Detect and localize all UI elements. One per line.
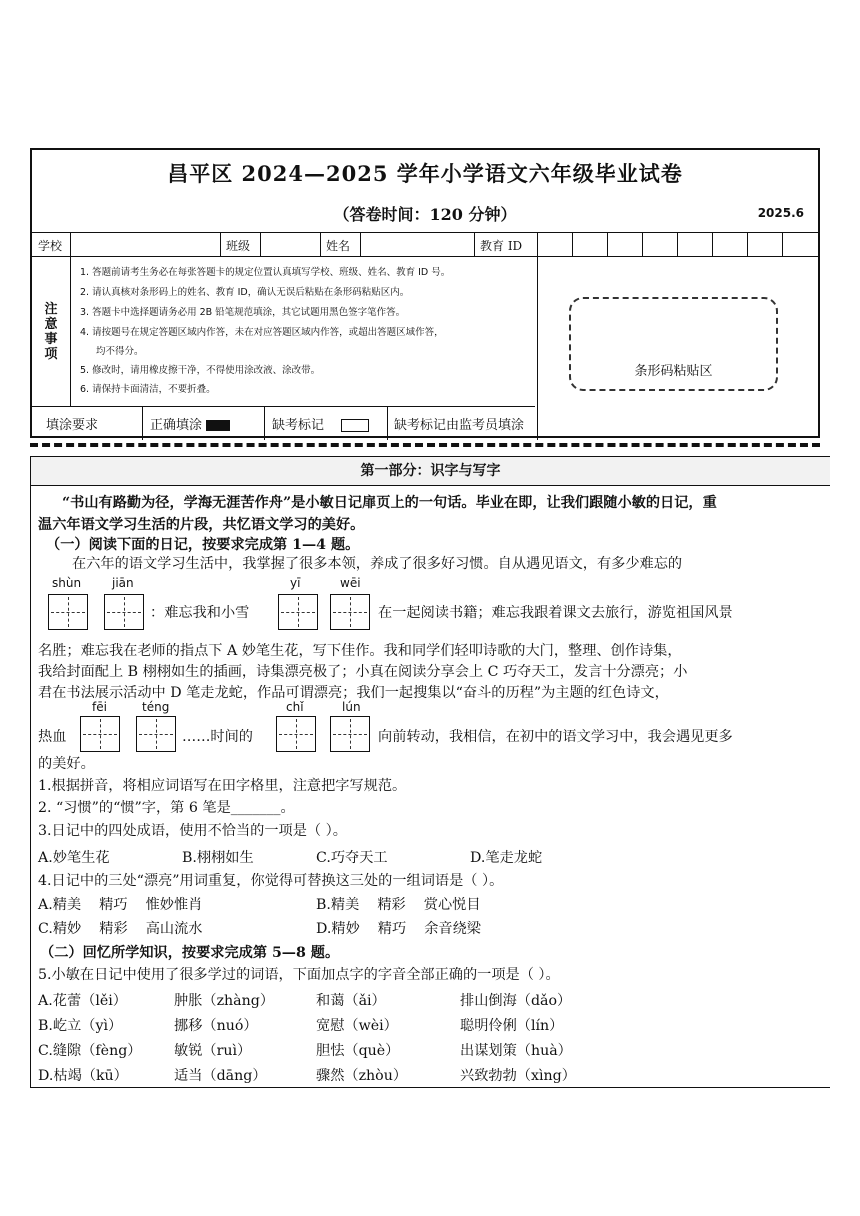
q3-option[interactable]: A.妙笔生花 [38, 850, 110, 866]
absent-note: 缺考标记由监考员填涂 [394, 418, 525, 433]
q5-option-word[interactable]: C.缝隙（fèng） [38, 1043, 142, 1059]
name-label: 姓名 [326, 239, 351, 253]
exam-title: 昌平区 2024—2025 学年小学语文六年级毕业试卷 [167, 161, 683, 186]
q5-option-word: 肿胀（zhàng） [174, 993, 275, 1009]
notice-item: 6. 请保持卡面清洁，不要折叠。 [80, 384, 216, 395]
q5-option-word: 适当（dāng） [174, 1068, 267, 1084]
diary-line: 在一起阅读书籍；难忘我跟着课文去旅行，游览祖国风景 [378, 605, 733, 621]
q4-option[interactable]: A.精美 精巧 惟妙惟肖 [38, 897, 203, 913]
q3-option[interactable]: C.巧夺天工 [316, 850, 388, 866]
section-heading: （一）阅读下面的日记，按要求完成第 1—4 题。 [46, 537, 360, 553]
tianzige-box[interactable] [330, 716, 370, 752]
q4-option[interactable]: B.精美 精彩 赏心悦目 [316, 897, 481, 913]
notice-item: 5. 修改时，请用橡皮擦干净，不得使用涂改液、涂改带。 [80, 365, 321, 376]
notice-item: 均不得分。 [96, 346, 144, 357]
q5-option-word: 宽慰（wèi） [316, 1018, 398, 1034]
pinyin-label: chǐ [286, 700, 304, 714]
diary-line: 君在书法展示活动中 D 笔走龙蛇，作品可谓漂亮；我们一起搜集以“奋斗的历程”为主题的红色诗文， [38, 685, 669, 701]
notice-item: 1. 答题前请考生务必在每张答题卡的规定位置认真填写学校、班级、姓名、教育 ID 号。 [80, 267, 451, 278]
tianzige-box[interactable] [278, 594, 318, 630]
q5-option-word: 挪移（nuó） [174, 1018, 258, 1034]
pinyin-label: fēi [92, 700, 107, 714]
pinyin-label: jiān [112, 576, 134, 590]
part-one-heading: 第一部分：识字与写字 [31, 457, 830, 486]
diary-line: 名胜；难忘我在老师的指点下 A 妙笔生花，写下佳作。我和同学们轻叩诗歌的大门，整理、创作诗集， [38, 643, 682, 659]
intro-line: 温六年语文学习生活的片段，共忆语文学习的美好。 [38, 517, 365, 533]
diary-line: 的美好。 [38, 756, 95, 772]
correct-fill-label: 正确填涂 [150, 414, 230, 433]
q5-option-word: 出谋划策（huà） [460, 1043, 572, 1059]
question-4: 4.日记中的三处“漂亮”用词重复，你觉得可替换这三处的一组词语是（ ）。 [38, 873, 504, 889]
barcode-label: 条形码粘贴区 [634, 364, 713, 379]
exam-date: 2025.6 [757, 206, 804, 220]
diary-line: ……时间的 [182, 729, 253, 745]
pinyin-label: yī [290, 576, 301, 590]
q5-option-word: 排山倒海（dǎo） [460, 993, 572, 1009]
pinyin-label: wēi [340, 576, 361, 590]
edu-id-label: 教育 ID [480, 239, 523, 253]
notice-item: 4. 请按题号在规定答题区域内作答，未在对应答题区域内作答，或超出答题区域作答， [80, 327, 444, 338]
barcode-area [569, 297, 778, 391]
q5-option-word: 骤然（zhòu） [316, 1068, 408, 1084]
tianzige-box[interactable] [104, 594, 144, 630]
q3-option[interactable]: D.笔走龙蛇 [470, 850, 543, 866]
tianzige-box[interactable] [80, 716, 120, 752]
diary-line: 热血 [38, 729, 67, 745]
filled-mark-sample [206, 420, 230, 431]
q4-option[interactable]: C.精妙 精彩 高山流水 [38, 921, 203, 937]
exam-header-frame [30, 148, 820, 438]
pinyin-label: lún [342, 700, 361, 714]
diary-line: 在六年的语文学习生活中，我掌握了很多本领，养成了很多好习惯。自从遇见语文，有多少难忘的 [72, 556, 683, 572]
question-1: 1.根据拼音，将相应词语写在田字格里，注意把字写规范。 [38, 778, 407, 794]
q5-option-word: 胆怯（què） [316, 1043, 400, 1059]
q4-option[interactable]: D.精妙 精巧 余音绕梁 [316, 921, 481, 937]
intro-line: “书山有路勤为径，学海无涯苦作舟”是小敏日记扉页上的一句话。毕业在即，让我们跟随小敏的日记，重 [62, 495, 717, 511]
diary-line: ：难忘我和小雪 [150, 605, 250, 621]
absent-mark-label: 缺考标记 [272, 414, 369, 433]
q5-option-word: 敏锐（ruì） [174, 1043, 252, 1059]
pinyin-label: téng [142, 700, 170, 714]
question-5: 5.小敏在日记中使用了很多学过的词语，下面加点字的字音全部正确的一项是（ ）。 [38, 967, 560, 983]
exam-duration: （答卷时间：120 分钟） [333, 205, 517, 224]
diary-line: 向前转动，我相信，在初中的语文学习中，我会遇见更多 [378, 729, 733, 745]
tianzige-box[interactable] [276, 716, 316, 752]
q5-option-word: 兴致勃勃（xìng） [460, 1068, 576, 1084]
section-heading: （二）回忆所学知识，按要求完成第 5—8 题。 [40, 945, 340, 961]
q5-option-word[interactable]: D.枯竭（kū） [38, 1068, 128, 1084]
notice-item: 2. 请认真核对条形码上的姓名、教育 ID，确认无误后粘贴在条形码粘贴区内。 [80, 287, 410, 298]
q5-option-word[interactable]: A.花蕾（lěi） [38, 993, 127, 1009]
tianzige-box[interactable] [48, 594, 88, 630]
class-label: 班级 [226, 239, 251, 253]
question-3: 3.日记中的四处成语，使用不恰当的一项是（ ）。 [38, 823, 347, 839]
school-label: 学校 [38, 239, 63, 253]
q5-option-word[interactable]: B.屹立（yì） [38, 1018, 123, 1034]
tianzige-box[interactable] [330, 594, 370, 630]
divider [32, 406, 535, 407]
q5-option-word: 和蔼（ǎi） [316, 993, 386, 1009]
cut-line [30, 443, 820, 447]
q3-option[interactable]: B.栩栩如生 [182, 850, 254, 866]
pinyin-label: shùn [52, 576, 82, 590]
absent-mark-box[interactable] [341, 419, 369, 432]
diary-line: 我给封面配上 B 栩栩如生的插画，诗集漂亮极了；小真在阅读分享会上 C 巧夺天工，发言十分漂亮；小 [38, 664, 688, 680]
fill-requirement-label: 填涂要求 [46, 418, 99, 433]
divider [32, 232, 818, 233]
notice-item: 3. 答题卡中选择题请务必用 2B 铅笔规范填涂，其它试题用黑色签字笔作答。 [80, 307, 406, 318]
notice-label: 注意事项 [44, 302, 58, 362]
tianzige-box[interactable] [136, 716, 176, 752]
q5-option-word: 聪明伶俐（lín） [460, 1018, 564, 1034]
divider [32, 256, 818, 257]
question-2: 2. “习惯”的“惯”字，第 6 笔是_______。 [38, 800, 295, 816]
